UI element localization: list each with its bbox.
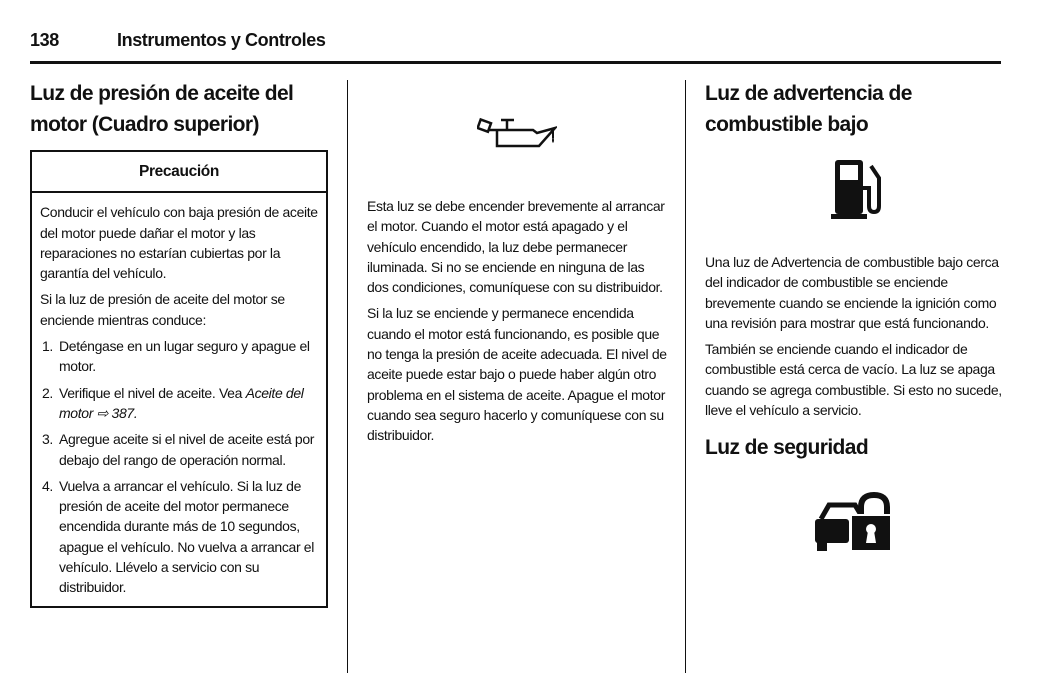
caution-steps: [40, 336, 318, 598]
list-item: 4. Vuelva a arrancar el vehículo. Si la luz de presión de aceite del motor permanece encendida durante más de 10 segundos, apague el vehículo. No vuelva a arrancar el vehículo. Llévelo a servicio con su distribuidor.: [42, 477, 315, 596]
column-2: [367, 78, 667, 452]
caution-box: [30, 150, 328, 608]
section-title: Instrumentos y Controles: [117, 30, 326, 50]
oil-paragraph: Si la luz se enciende y permanece encendida cuando el motor está funcionando, es posible que no tenga la presión de aceite adecuada. El nivel de aceite puede estar bajo o puede haber algún otro problema en el sistema de aceite. Apague el motor cuando sea seguro hacerlo y comuníquese con su distribuidor.: [367, 305, 667, 444]
security-lock-car-icon: [705, 491, 1005, 555]
oil-paragraph: Esta luz se debe encender brevemente al arrancar el motor. Cuando el motor está apagado y el vehículo encendido, la luz debe permanecer iluminada. Si no se enciende en ninguna de las dos condiciones, comuníquese con su distribuidor.: [367, 198, 665, 296]
column-divider: [685, 80, 686, 673]
fuel-pump-icon: [705, 158, 1005, 220]
caution-text: Conducir el vehículo con baja presión de aceite del motor puede dañar el motor y las reparaciones no estarían cubiertas por la garantía del vehículo.: [40, 204, 318, 282]
fuel-paragraph: Una luz de Advertencia de combustible bajo cerca del indicador de combustible se enciende brevemente cuando se enciende la ignición como una revisión para mostrar que está funcionando.: [705, 254, 999, 331]
list-item: 2. Verifique el nivel de aceite. Vea Aceite del motor ⇨ 387.: [42, 384, 304, 421]
column-divider: [347, 80, 348, 673]
low-fuel-heading: Luz de advertencia de combustible bajo: [705, 82, 912, 136]
caution-text: Si la luz de presión de aceite del motor se enciende mientras conduce:: [40, 291, 285, 328]
arrow-icon: ⇨: [96, 404, 108, 421]
list-item: 3. Agregue aceite si el nivel de aceite está por debajo del rango de operación normal.: [42, 431, 315, 468]
column-1: [30, 78, 328, 608]
engine-oil-link[interactable]: Aceite del motor ⇨ 387.: [59, 384, 304, 421]
oil-pressure-heading: Luz de presión de aceite del motor (Cuadro superior): [30, 82, 294, 136]
oil-can-icon: [367, 116, 667, 152]
header-rule: [30, 61, 1001, 64]
security-heading: Luz de seguridad: [705, 436, 869, 460]
fuel-paragraph: También se enciende cuando el indicador de combustible está cerca de vacío. La luz se apaga cuando se agrega combustible. Si esto no sucede, lleve el vehículo a servicio.: [705, 341, 1002, 419]
page-number: 138: [30, 30, 59, 50]
caution-title: Precaución: [32, 152, 326, 193]
list-item: 1. Deténgase en un lugar seguro y apague el motor.: [42, 338, 310, 375]
column-3: [705, 78, 1005, 555]
